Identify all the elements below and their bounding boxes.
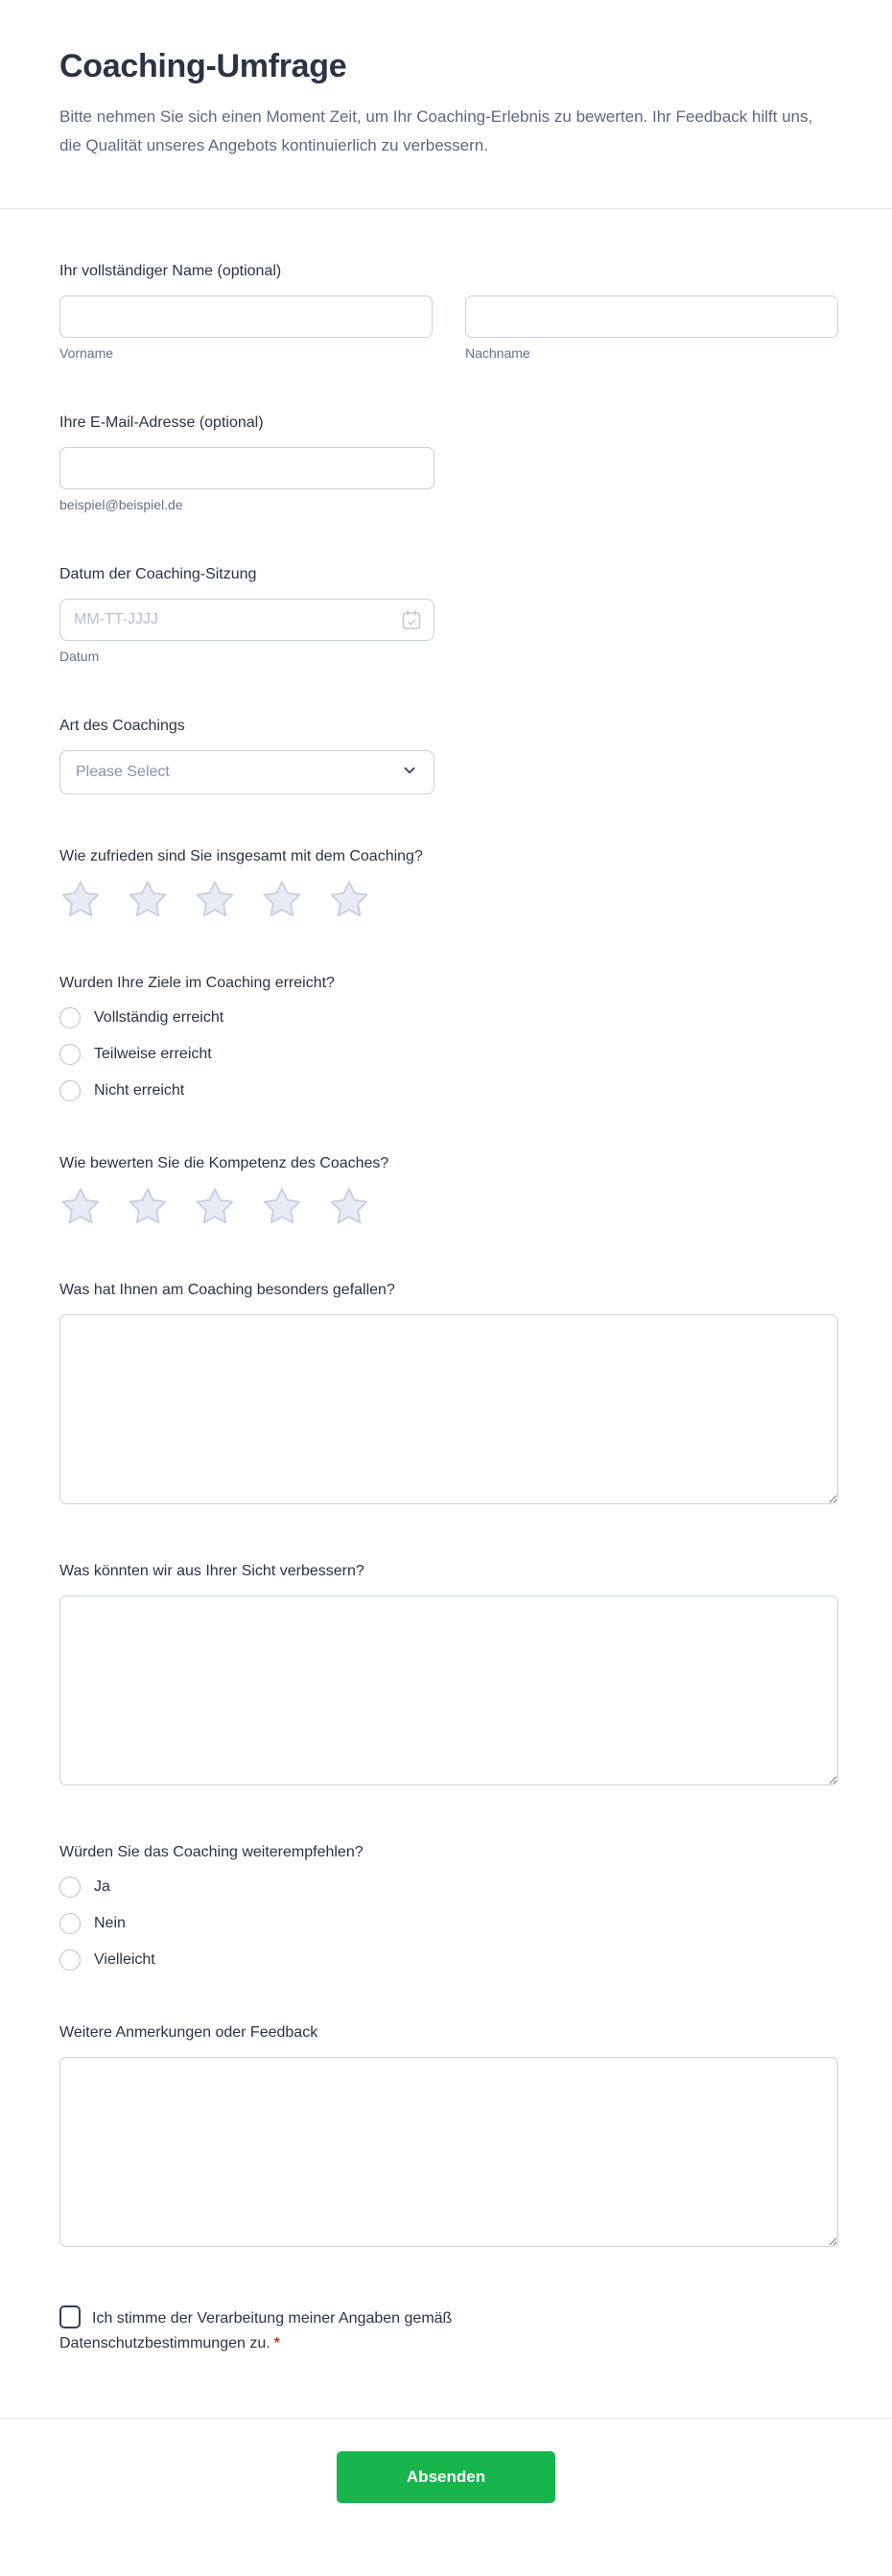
field-recommend [59, 1844, 838, 1971]
email-sublabel: beispiel@beispiel.de [59, 497, 183, 512]
radio-option [59, 1044, 838, 1065]
page-description: Bitte nehmen Sie sich einen Moment Zeit, um Ihr Coaching-Erlebnis zu bewerten. Ihr Feedback hilft uns, die Qualität unseres Angebots kontinuierlich zu verbessern. [59, 107, 813, 154]
star-icon[interactable] [194, 1186, 236, 1228]
radio-button[interactable] [59, 1913, 81, 1934]
goals-label: Wurden Ihre Ziele im Coaching erreicht? [59, 975, 335, 991]
liked-label: Was hat Ihnen am Coaching besonders gefallen? [59, 1282, 395, 1298]
star-icon[interactable] [194, 879, 236, 921]
radio-label: Teilweise erreicht [94, 1046, 212, 1062]
competence-label: Wie bewerten Sie die Kompetenz des Coaches? [59, 1155, 389, 1171]
improve-textarea[interactable] [59, 1595, 838, 1785]
star-icon[interactable] [59, 1186, 102, 1228]
consent-checkbox[interactable] [59, 2305, 81, 2328]
select-placeholder: Please Select [76, 764, 170, 780]
date-input[interactable] [59, 599, 434, 641]
radio-option [59, 1877, 838, 1898]
feedback-textarea[interactable] [59, 2057, 838, 2247]
calendar-check-icon[interactable] [400, 608, 423, 631]
field-consent [59, 2305, 481, 2356]
radio-button[interactable] [59, 1877, 81, 1898]
consent-label: Ich stimme der Verarbeitung meiner Angaben gemäß Datenschutzbestimmungen zu. [59, 2310, 453, 2351]
star-icon[interactable] [127, 1186, 169, 1228]
footer-divider [0, 2418, 892, 2419]
page-title: Coaching-Umfrage [59, 48, 347, 84]
satisfaction-star-rating [59, 879, 838, 921]
field-coaching-type [59, 718, 838, 794]
last-name-sublabel: Nachname [465, 345, 530, 361]
last-name-input[interactable] [465, 295, 838, 338]
star-icon[interactable] [328, 879, 370, 921]
first-name-input[interactable] [59, 295, 433, 338]
star-icon[interactable] [261, 1186, 303, 1228]
radio-label: Nein [94, 1915, 126, 1931]
required-asterisk: * [273, 2335, 280, 2351]
email-input[interactable] [59, 447, 434, 489]
field-email [59, 414, 838, 512]
field-liked [59, 1282, 838, 1509]
star-icon[interactable] [328, 1186, 370, 1228]
radio-label: Vielleicht [94, 1951, 155, 1968]
radio-button[interactable] [59, 1044, 81, 1065]
radio-option [59, 1080, 838, 1101]
radio-label: Vollständig erreicht [94, 1009, 224, 1026]
date-input-wrapper [59, 599, 434, 641]
radio-label: Nicht erreicht [94, 1082, 185, 1099]
submit-row [0, 2451, 892, 2503]
date-label: Datum der Coaching-Sitzung [59, 566, 257, 582]
fullname-label: Ihr vollständiger Name (optional) [59, 263, 282, 279]
date-sublabel: Datum [59, 649, 100, 664]
improve-label: Was könnten wir aus Ihrer Sicht verbessern? [59, 1563, 364, 1579]
radio-button[interactable] [59, 1080, 81, 1101]
radio-button[interactable] [59, 1950, 81, 1971]
star-icon[interactable] [127, 879, 169, 921]
field-feedback [59, 2024, 838, 2252]
field-improve [59, 1563, 838, 1790]
radio-option [59, 1950, 838, 1971]
field-goals [59, 975, 838, 1101]
email-label: Ihre E-Mail-Adresse (optional) [59, 414, 264, 431]
field-competence-rating [59, 1155, 838, 1228]
satisfaction-label: Wie zufrieden sind Sie insgesamt mit dem Coaching? [59, 848, 423, 864]
competence-star-rating [59, 1186, 838, 1228]
feedback-label: Weitere Anmerkungen oder Feedback [59, 2024, 318, 2041]
chevron-down-icon [401, 762, 418, 784]
form-header [0, 0, 892, 160]
radio-button[interactable] [59, 1007, 81, 1028]
form-body [0, 263, 892, 2356]
coaching-type-label: Art des Coachings [59, 718, 185, 734]
star-icon[interactable] [261, 879, 303, 921]
field-satisfaction-rating [59, 848, 838, 921]
field-fullname [59, 263, 838, 361]
star-icon[interactable] [59, 879, 102, 921]
submit-button[interactable]: Absenden [337, 2451, 555, 2503]
radio-option [59, 1007, 838, 1028]
recommend-label: Würden Sie das Coaching weiterempfehlen? [59, 1844, 364, 1860]
coaching-type-select[interactable] [59, 750, 434, 794]
radio-label: Ja [94, 1879, 110, 1895]
first-name-sublabel: Vorname [59, 345, 114, 361]
header-divider [0, 208, 892, 209]
radio-option [59, 1913, 838, 1934]
liked-textarea[interactable] [59, 1314, 838, 1504]
field-date [59, 566, 838, 664]
